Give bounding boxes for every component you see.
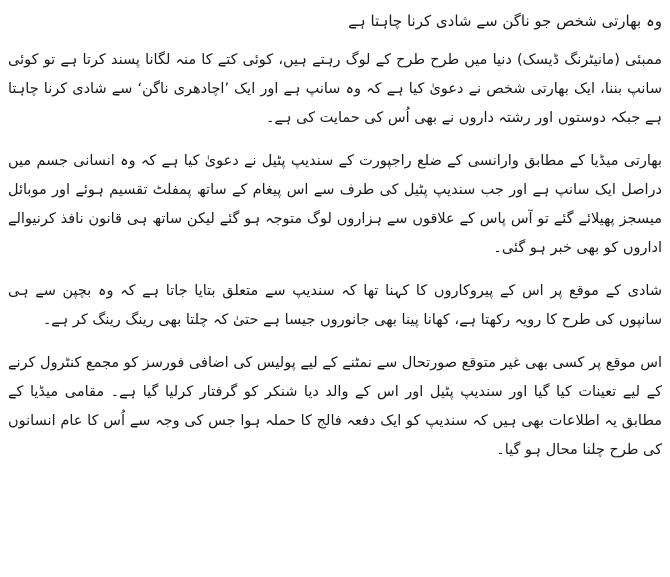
article-headline: وہ بھارتی شخص جو ناگن سے شادی کرنا چاہتا ہے [348,12,662,30]
article-paragraph-intro: ممبئی (مانیٹرنگ ڈیسک) دنیا میں طرح طرح کے لوگ رہتے ہیں، کوئی کتے کا منہ لگانا پسند کرتا ہے تو کوئی سانپ بننا، ایک بھارتی شخص نے دعویٰ کیا ہے کہ وہ سانپ ہے اور ایک ’اچادھری ناگن‘ سے شادی کرنا چاہتا ہے جبکہ دوستوں اور رشتہ داروں نے بھی اُس کی حمایت کی ہے۔ [8,52,662,126]
article-paragraph-police: اس موقع پر کسی بھی غیر متوقع صورتحال سے نمٹنے کے لیے پولیس کی اضافی فورسز کو مجمع کنٹرول کرنے کے لیے تعینات کیا گیا اور سندیپ پٹیل اور اس کے والد دیا شنکر کو گرفتار کرلیا گیا ہے۔ مقامی میڈیا کے مطابق یہ اطلاعات بھی ہیں کہ سندیپ کو ایک دفعہ فالج کا حملہ ہوا جس کی وجہ سے اُس کا عام انسانوں کی طرح چلنا محال ہو گیا۔ [8,355,662,458]
article-paragraph-followers: شادی کے موقع پر اس کے پیروکاروں کا کہنا تھا کہ سندیپ سے متعلق بتایا جاتا ہے کہ وہ بچپن سے ہی سانپوں کی طرح کا رویہ رکھتا ہے، کھانا پینا بھی جانوروں جیسا ہے حتیٰ کہ چلتا بھی رینگ رینگ کر ہے۔ [8,283,662,328]
article-paragraph-claim: بھارتی میڈیا کے مطابق وارانسی کے ضلع راجپورت کے سندیپ پٹیل نے دعویٰ کیا ہے کہ وہ انسانی جسم میں دراصل ایک سانپ ہے اور جب سندیپ پٹیل کی طرف سے اس پیغام کے ساتھ پمفلٹ تقسیم ہوئے اور موبائل میسجز پھیلائے گئے تو آس پاس کے علاقوں سے ہزاروں لوگ متوجہ ہو گئے لیکن ساتھ ہی قانون نافذ کرنیوالے اداروں کو بھی خبر ہو گئی۔ [8,153,662,256]
